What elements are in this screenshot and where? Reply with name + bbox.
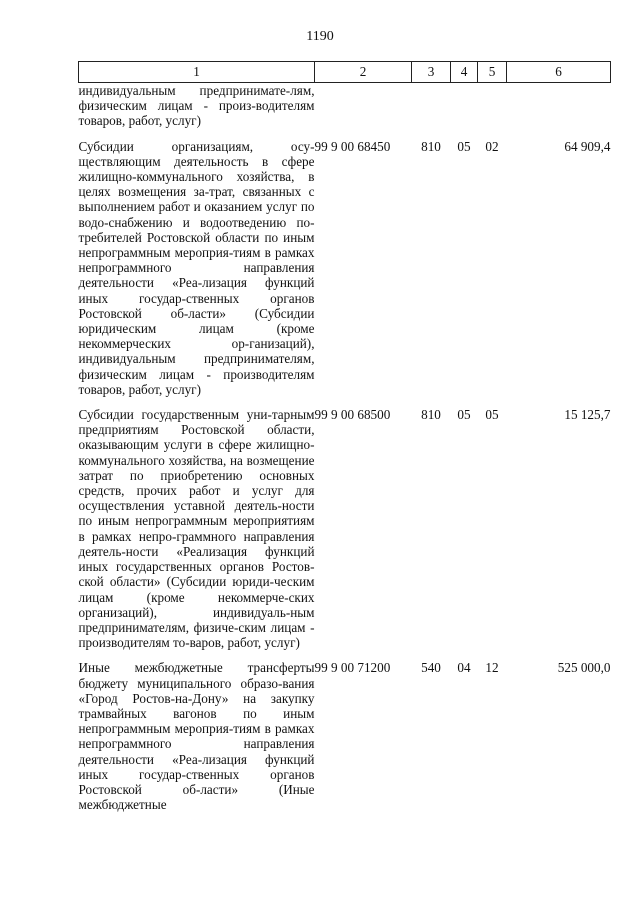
row-description: Субсидии организациям, осу-ществляющим деятельность в сфере жилищно-коммунального хозяйства, в целях возмещения за-трат, связанных с выполнением работ и оказанием услуг по водо-снабжению и водоотведению по-требителей Ростовской области по иным непрограммным мероприя-тиям в рамках непрограммного направления деятельности «Реа-лизация функций иных государ-ственных органов Ростовской об-ласти» (Субсидии юридическим лицам (кроме некоммерческих ор-ганизаций), индивидуальным предпринимателям, физическим лицам - производителям товаров, работ, услуг) [78,138,315,397]
row-target-code: 99 9 00 71200 [314,660,391,676]
row-amount: 525 000,0 [557,660,611,676]
column-header-3: 3 [412,62,451,83]
row-amount: 15 125,7 [564,407,611,423]
row-expense-type: 540 [421,660,441,676]
row-subsection: 05 [485,407,499,423]
row-description: Субсидии государственным уни-тарным предприятиям Ростовской области, оказывающим услуги в сфере жилищно-коммунального хозяйства, на возмещение затрат по приобретению основных средств, прочих работ и услуг для осуществления уставной деятель-ности по иным непрограммным мероприятиям в рамках непро-граммного направления деятель-ности «Реализация функций иных государственных органов Ростов-ской области» (Субсидии юриди-ческим лицам (кроме некоммерче-ских организаций), индивидуаль-ным предпринимателям, физиче-ским лицам - производителям то-варов, работ, услуг) [78,407,315,651]
row-section [451,83,478,129]
row-amount [507,83,611,129]
table-header-row [79,62,611,83]
row-subsection: 12 [485,660,499,676]
row-description: Иные межбюджетные трансферты бюджету муниципального образо-вания «Город Ростов-на-Дону» на закупку трамвайных вагонов по иным непрограммным мероприя-тиям в рамках непрограммного направления деятельности «Реа-лизация функций иных государ-ственных органов Ростовской об-ласти» (Иные межбюджетные [78,660,315,813]
column-header-6: 6 [507,62,611,83]
column-header-4: 4 [451,62,478,83]
row-expense-type: 810 [421,407,441,423]
table-row [79,660,611,812]
column-header-5: 5 [478,62,507,83]
table-row [79,83,611,129]
row-target-code: 99 9 00 68500 [314,407,391,423]
table-row [79,407,611,650]
row-section: 04 [457,660,471,676]
column-header-1: 1 [79,62,315,83]
row-section: 05 [457,407,471,423]
row-expense-type: 810 [421,138,441,154]
row-section: 05 [457,138,471,154]
column-header-2: 2 [315,62,412,83]
row-description: индивидуальным предпринимате-лям, физическим лицам - произ-водителям товаров, работ, услуг) [78,83,315,129]
row-expense-type [412,83,451,129]
table-row [79,139,611,397]
budget-table [78,61,611,812]
row-subsection [478,83,507,129]
page-number: 1190 [306,29,334,44]
row-amount: 64 909,4 [564,138,611,154]
row-target-code [315,83,412,129]
row-target-code: 99 9 00 68450 [314,138,391,154]
row-subsection: 02 [485,138,499,154]
